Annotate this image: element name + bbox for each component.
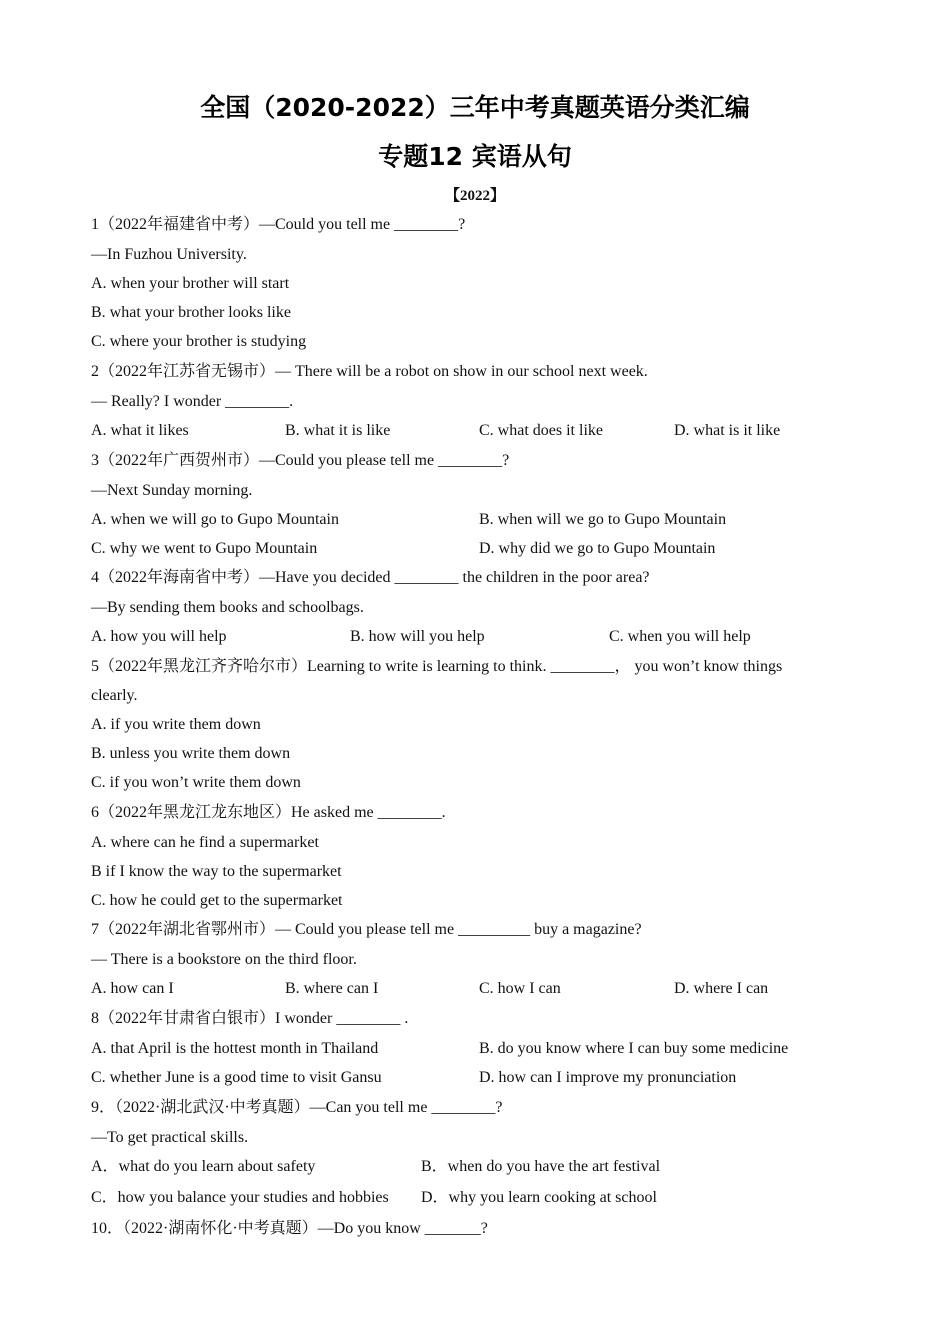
answer-option: D. why did we go to Gupo Mountain bbox=[479, 540, 716, 557]
answer-option: B if I know the way to the supermarket bbox=[91, 863, 342, 880]
answer-option: A. what it likes bbox=[91, 422, 189, 439]
question-stem: 7（2022年湖北省鄂州市）— Could you please tell me _________ buy a magazine? bbox=[91, 921, 642, 938]
question-stem: 2（2022年江苏省无锡市）— There will be a robot on show in our school next week. bbox=[91, 363, 648, 380]
answer-option: A. where can he find a supermarket bbox=[91, 834, 319, 851]
dialogue-line: — Really? I wonder ________. bbox=[91, 393, 294, 410]
answer-option: A. that April is the hottest month in Thailand bbox=[91, 1040, 379, 1057]
year-heading: 【2022】 bbox=[444, 188, 505, 204]
dialogue-line: — There is a bookstore on the third floor. bbox=[91, 951, 357, 968]
answer-option: B. when will we go to Gupo Mountain bbox=[479, 511, 727, 528]
answer-option: B. what your brother looks like bbox=[91, 304, 291, 321]
answer-option: B. how will you help bbox=[350, 628, 485, 645]
answer-option: B. unless you write them down bbox=[91, 745, 291, 762]
question-stem: 9．（2022·湖北武汉·中考真题）—Can you tell me ________? bbox=[91, 1099, 503, 1116]
question-stem: 5（2022年黑龙江齐齐哈尔市）Learning to write is learning to think. ________， you won’t know things bbox=[91, 658, 783, 675]
answer-option: A. when your brother will start bbox=[91, 275, 290, 292]
answer-option: C. if you won’t write them down bbox=[91, 774, 301, 791]
answer-option: C. when you will help bbox=[609, 628, 751, 645]
stem-continuation: clearly. bbox=[91, 687, 138, 704]
answer-option: C. why we went to Gupo Mountain bbox=[91, 540, 318, 557]
question-stem: 10．（2022·湖南怀化·中考真题）—Do you know _______? bbox=[91, 1220, 488, 1237]
answer-option: A．what do you learn about safety bbox=[91, 1158, 316, 1175]
question-stem: 6（2022年黑龙江龙东地区）He asked me ________. bbox=[91, 804, 446, 821]
question-stem: 4（2022年海南省中考）—Have you decided ________ the children in the poor area? bbox=[91, 569, 650, 586]
answer-option: C. where your brother is studying bbox=[91, 333, 307, 350]
answer-option: B. where can I bbox=[285, 980, 379, 997]
answer-option: B．when do you have the art festival bbox=[421, 1158, 661, 1175]
answer-option: C．how you balance your studies and hobbies bbox=[91, 1189, 389, 1206]
dialogue-line: —Next Sunday morning. bbox=[91, 482, 253, 499]
answer-option: D．why you learn cooking at school bbox=[421, 1189, 657, 1206]
answer-option: C. what does it like bbox=[479, 422, 603, 439]
answer-option: D. how can I improve my pronunciation bbox=[479, 1069, 737, 1086]
question-stem: 3（2022年广西贺州市）—Could you please tell me ________? bbox=[91, 452, 510, 469]
answer-option: A. when we will go to Gupo Mountain bbox=[91, 511, 339, 528]
answer-option: A. how can I bbox=[91, 980, 174, 997]
dialogue-line: —By sending them books and schoolbags. bbox=[91, 599, 364, 616]
answer-option: C. how I can bbox=[479, 980, 561, 997]
answer-option: C. whether June is a good time to visit Gansu bbox=[91, 1069, 382, 1086]
answer-option: B. do you know where I can buy some medicine bbox=[479, 1040, 789, 1057]
dialogue-line: —In Fuzhou University. bbox=[91, 246, 247, 263]
question-stem: 8（2022年甘肃省白银市）I wonder ________ . bbox=[91, 1010, 409, 1027]
answer-option: A. if you write them down bbox=[91, 716, 261, 733]
question-stem: 1（2022年福建省中考）—Could you tell me ________? bbox=[91, 216, 466, 233]
topic-title: 专题12 宾语从句 bbox=[378, 142, 572, 171]
answer-option: A. how you will help bbox=[91, 628, 227, 645]
answer-option: D. where I can bbox=[674, 980, 769, 997]
document-title: 全国（2020-2022）三年中考真题英语分类汇编 bbox=[200, 93, 750, 122]
answer-option: D. what is it like bbox=[674, 422, 781, 439]
dialogue-line: —To get practical skills. bbox=[91, 1129, 249, 1146]
answer-option: B. what it is like bbox=[285, 422, 391, 439]
answer-option: C. how he could get to the supermarket bbox=[91, 892, 343, 909]
